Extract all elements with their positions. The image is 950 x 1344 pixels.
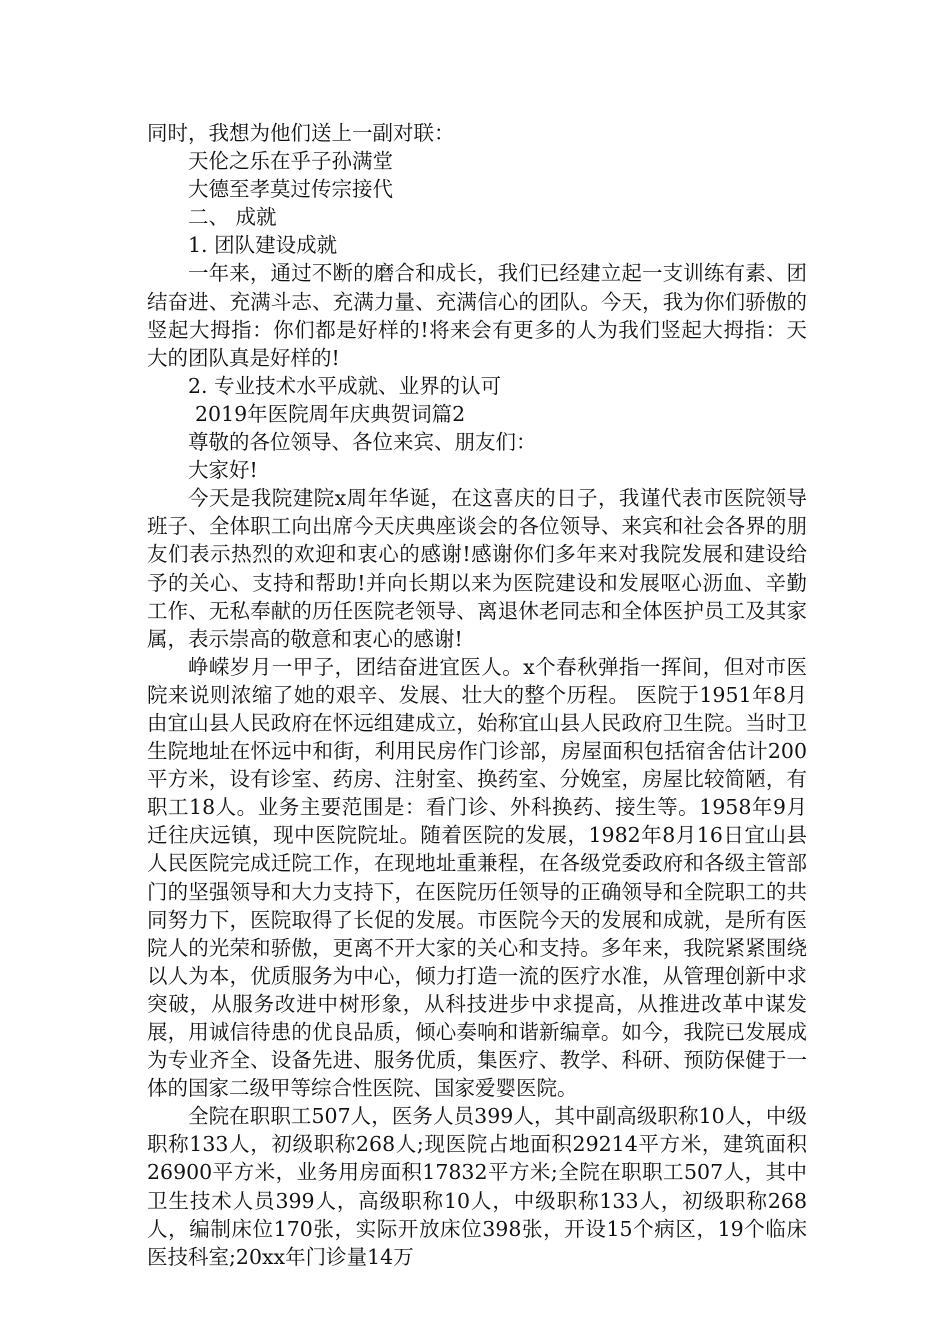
- article-title-part-2: 2019年医院周年庆典贺词篇2: [195, 401, 466, 426]
- section-heading-achievements: 二、 成就: [188, 205, 277, 230]
- subheading-professional-recognition: 2. 专业技术水平成就、业界的认可: [188, 373, 502, 398]
- paragraph-couplet-line-2: 大德至孝莫过传宗接代: [188, 177, 393, 202]
- paragraph-couplet-intro: 同时，我想为他们送上一副对联：: [147, 121, 455, 145]
- paragraph-hospital-statistics: 全院在职职工507人，医务人员399人，其中副高级职称10人，中级职称133人，初级职称268人;现医院占地面积29214平方米，建筑面积26900平方米，业务用房面积17832平方米;全院在职职工507人，其中卫生技术人员399人，高级职称10人，中级职称133人，初级职称268人，编制床位170张，实际开放床位398张，开设15个病区，19个临床医技科室;20xx年门诊量14万: [147, 1104, 807, 1269]
- paragraph-anniversary-thanks: 今天是我院建院x周年华诞，在这喜庆的日子，我谨代表市医院领导班子、全体职工向出席今天庆典座谈会的各位领导、来宾和社会各界的朋友们表示热烈的欢迎和衷心的感谢!感谢你们多年来对我院发展和建设给予的关心、支持和帮助!并向长期以来为医院建设和发展呕心沥血、辛勤工作、无私奉献的历任医院老领导、离退休老同志和全体医护员工及其家属，表示崇高的敬意和衷心的感谢!: [147, 486, 807, 651]
- paragraph-greeting: 大家好!: [188, 458, 258, 483]
- subheading-team-building: 1. 团队建设成就: [188, 233, 338, 258]
- document-body: [147, 119, 807, 1271]
- paragraph-couplet-line-1: 天伦之乐在乎子孙满堂: [188, 149, 393, 174]
- paragraph-salutation: 尊敬的各位领导、各位来宾、朋友们：: [188, 430, 537, 455]
- paragraph-hospital-history: 峥嵘岁月一甲子，团结奋进宜医人。x个春秋弹指一挥间，但对市医院来说则浓缩了她的艰辛、发展、壮大的整个历程。 医院于1951年8月由宜山县人民政府在怀远组建成立，始称宜山县人民政府卫生院。当时卫生院地址在怀远中和街，利用民房作门诊部，房屋面积包括宿舍估计200平方米，设有诊室、药房、注射室、换药室、分娩室，房屋比较简陋，有职工18人。业务主要范围是：看门诊、外科换药、接生等。1958年9月迁往庆远镇，现中医院院址。随着医院的发展，1982年8月16日宜山县人民医院完成迁院工作，在现地址重兼程，在各级党委政府和各级主管部门的坚强领导和大力支持下，在医院历任领导的正确领导和全院职工的共同努力下，医院取得了长促的发展。市医院今天的发展和成就，是所有医院人的光荣和骄傲，更离不开大家的关心和支持。多年来，我院紧紧围绕以人为本，优质服务为中心，倾力打造一流的医疗水准，从管理创新中求突破，从服务改进中树形象，从科技进步中求提高，从推进改革中谋发展，用诚信待患的优良品质，倾心奏响和谐新编章。如今，我院已发展成为专业齐全、设备先进、服务优质，集医疗、教学、科研、预防保健于一体的国家二级甲等综合性医院、国家爱婴医院。: [147, 654, 807, 1101]
- paragraph-team-building: 一年来，通过不断的磨合和成长，我们已经建立起一支训练有素、团结奋进、充满斗志、充满力量、充满信心的团队。今天，我为你们骄傲的竖起大拇指：你们都是好样的!将来会有更多的人为我们竖起大拇指：天大的团队真是好样的!: [147, 261, 807, 370]
